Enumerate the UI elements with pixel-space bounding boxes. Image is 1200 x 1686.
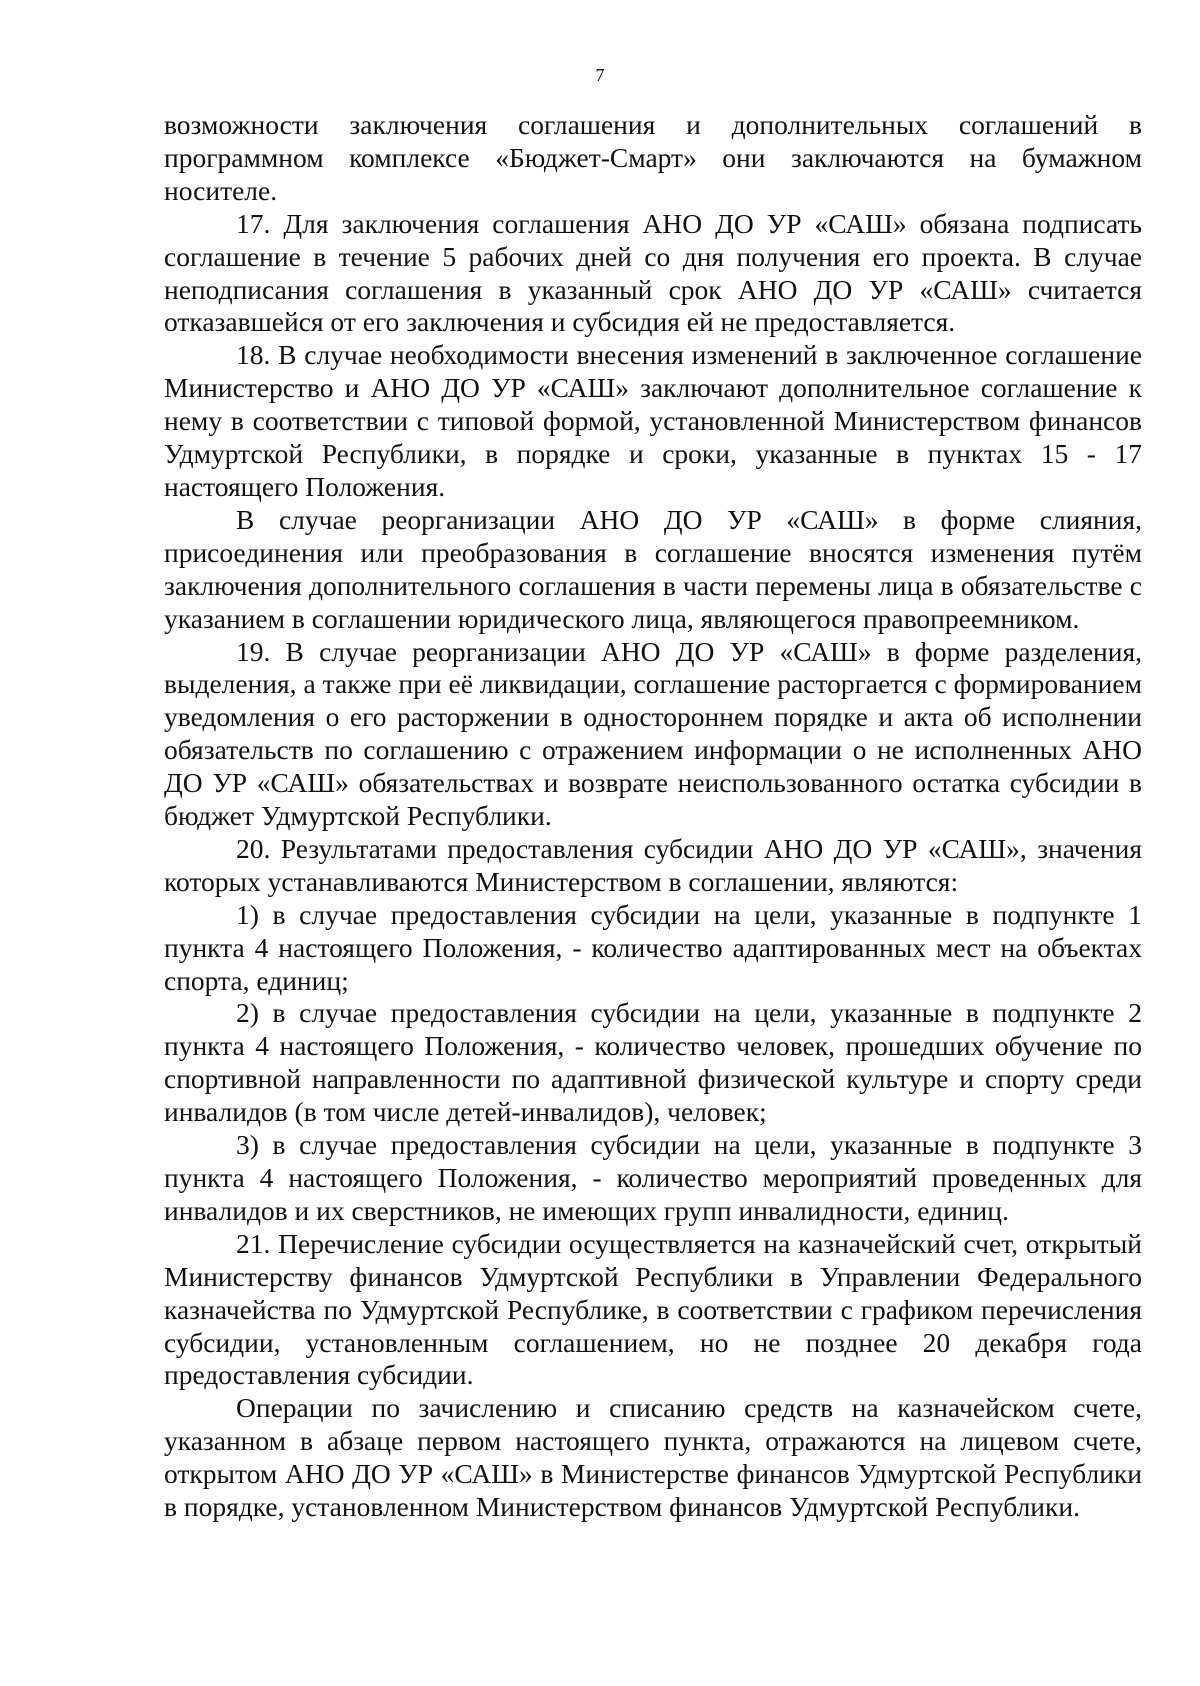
paragraph-reorganization-merger: В случае реорганизации АНО ДО УР «САШ» в форме слияния, присоединения или преобразования в соглашение вносятся изменения путём заключения дополнительного соглашения в части перемены лица в обязательстве с указанием в соглашении юридического лица, являющегося правопреемником. bbox=[164, 503, 1142, 634]
paragraph-item-17: 17. Для заключения соглашения АНО ДО УР «САШ» обязана подписать соглашение в течение 5 рабочих дней со дня получения его проекта. В случае неподписания соглашения в указанный срок АНО ДО УР «САШ» считается отказавшейся от его заключения и субсидия ей не предоставляется. bbox=[164, 207, 1142, 338]
paragraph-item-19: 19. В случае реорганизации АНО ДО УР «САШ» в форме разделения, выделения, а также при её ликвидации, соглашение расторгается с формированием уведомления о его расторжении в одностороннем порядке и акта об исполнении обязательств по соглашению с отражением информации о не исполненных АНО ДО УР «САШ» обязательствах и возврате неиспользованного остатка субсидии в бюджет Удмуртской Республики. bbox=[164, 635, 1142, 832]
paragraph-result-3: 3) в случае предоставления субсидии на цели, указанные в подпункте 3 пункта 4 настоящего Положения, - количество мероприятий проведенных для инвалидов и их сверстников, не имеющих групп инвалидности, единиц. bbox=[164, 1129, 1142, 1226]
paragraph-result-2: 2) в случае предоставления субсидии на цели, указанные в подпункте 2 пункта 4 настоящего Положения, - количество человек, прошедших обучение по спортивной направленности по адаптивной физической культуре и спорту среди инвалидов (в том числе детей-инвалидов), человек; bbox=[164, 997, 1142, 1128]
page-number: 7 bbox=[595, 65, 605, 85]
paragraph-item-20: 20. Результатами предоставления субсидии АНО ДО УР «САШ», значения которых устанавливаются Министерством в соглашении, являются: bbox=[164, 832, 1142, 897]
paragraph-item-18: 18. В случае необходимости внесения изменений в заключенное соглашение Министерство и АНО ДО УР «САШ» заключают дополнительное соглашение к нему в соответствии с типовой формой, установленной Министерством финансов Удмуртской Республики, в порядке и сроки, указанные в пунктах 15 - 17 настоящего Положения. bbox=[164, 339, 1142, 502]
document-body bbox=[164, 109, 1142, 1524]
paragraph-result-1: 1) в случае предоставления субсидии на цели, указанные в подпункте 1 пункта 4 настоящего Положения, - количество адаптированных мест на объектах спорта, единиц; bbox=[164, 898, 1142, 996]
paragraph-item-21: 21. Перечисление субсидии осуществляется на казначейский счет, открытый Министерству финансов Удмуртской Республики в Управлении Федерального казначейства по Удмуртской Республике, в соответствии с графиком перечисления субсидии, установленным соглашением, но не позднее 20 декабря года предоставления субсидии. bbox=[164, 1227, 1142, 1391]
paragraph-treasury-operations: Операции по зачислению и списанию средств на казначейском счете, указанном в абзаце первом настоящего пункта, отражаются на лицевом счете, открытом АНО ДО УР «САШ» в Министерстве финансов Удмуртской Республики в порядке, установленном Министерством финансов Удмуртской Республики. bbox=[164, 1392, 1142, 1523]
paragraph-continuation: возможности заключения соглашения и дополнительных соглашений в программном комплексе «Бюджет-Смарт» они заключаются на бумажном носителе. bbox=[164, 109, 1142, 206]
